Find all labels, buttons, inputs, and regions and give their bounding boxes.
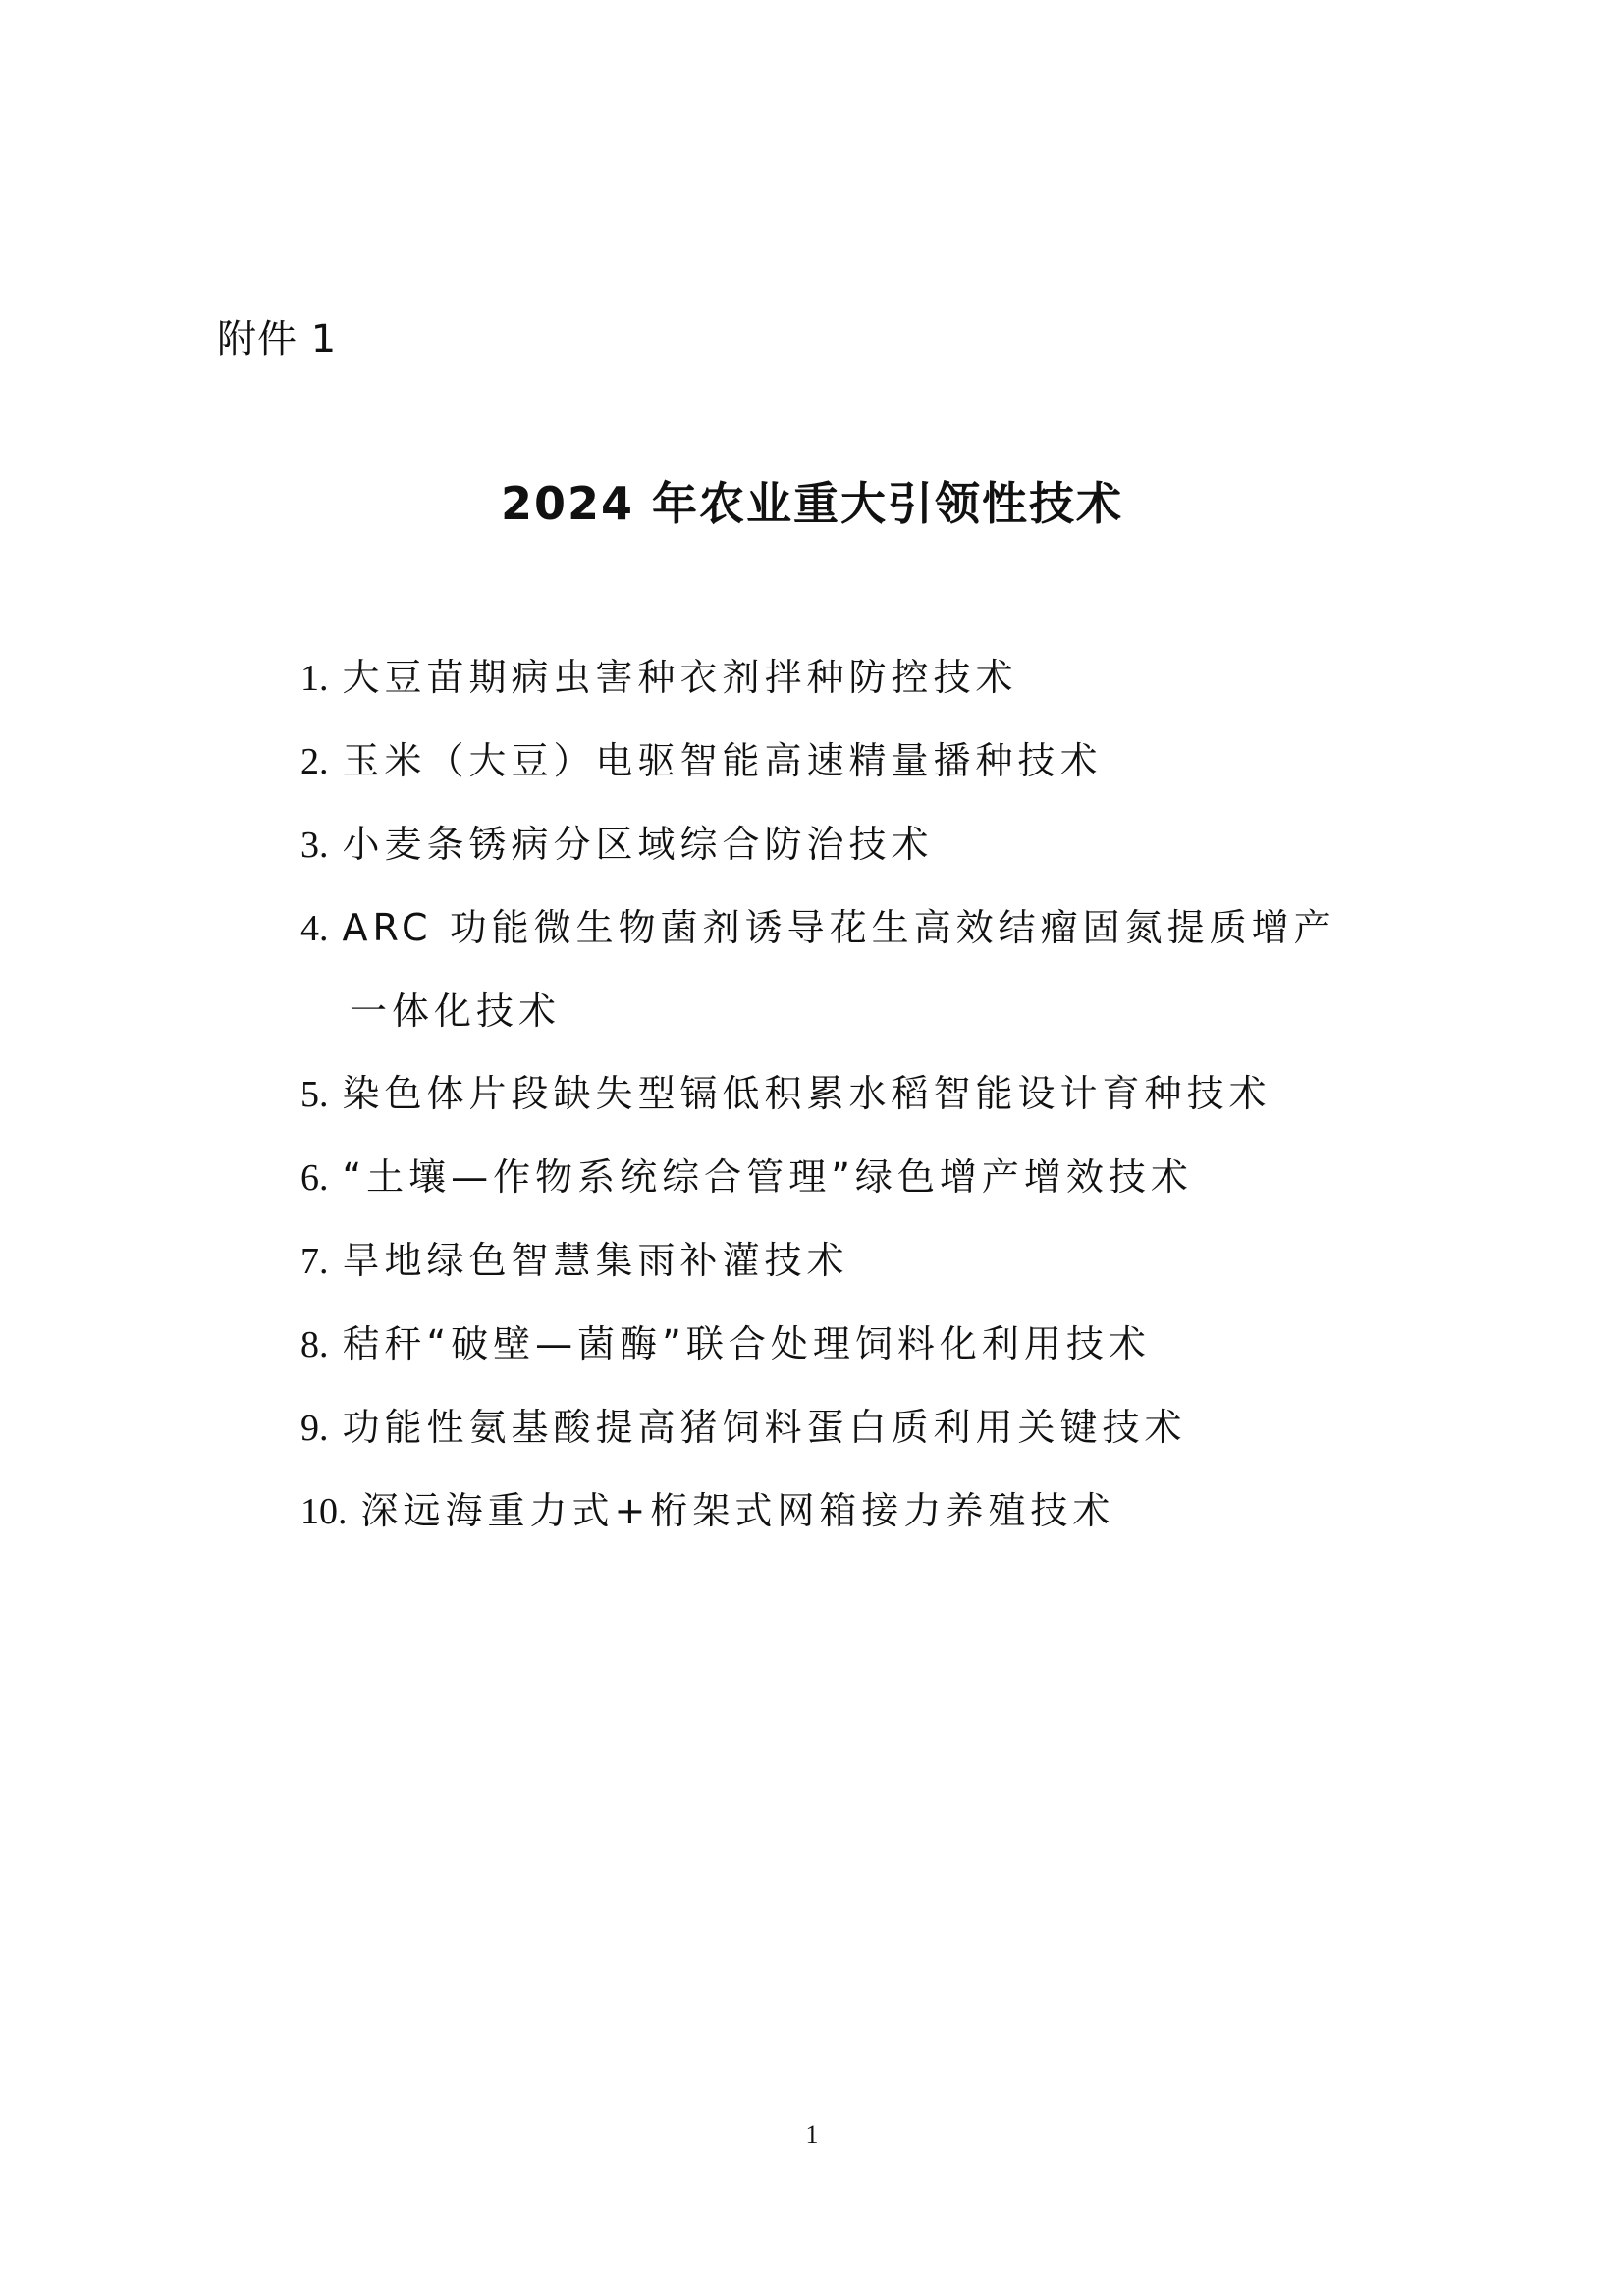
attachment-label: 附件 1 <box>217 317 338 362</box>
item-number: 3. <box>300 825 329 866</box>
item-number: 6. <box>300 1157 329 1199</box>
item-text-continuation: 一体化技术 <box>350 989 562 1033</box>
item-text: “土壤—作物系统综合管理”绿色增产增效技术 <box>342 1155 1193 1199</box>
list-item <box>300 886 1390 1052</box>
item-text: 染色体片段缺失型镉低积累水稻智能设计育种技术 <box>342 1072 1272 1115</box>
item-text: ARC 功能微生物菌剂诱导花生高效结瘤固氮提质增产 <box>342 906 1336 949</box>
item-number: 8. <box>300 1324 329 1365</box>
item-text: 玉米（大豆）电驱智能高速精量播种技术 <box>342 739 1103 782</box>
item-number: 9. <box>300 1408 329 1449</box>
list-item <box>300 803 1390 886</box>
list-item <box>300 1136 1390 1219</box>
technology-list <box>300 636 1390 1553</box>
item-text: 功能性氨基酸提高猪饲料蛋白质利用关键技术 <box>342 1406 1187 1449</box>
item-number: 1. <box>300 658 329 699</box>
item-text: 旱地绿色智慧集雨补灌技术 <box>342 1239 849 1282</box>
list-item <box>300 720 1390 803</box>
list-item <box>300 636 1390 720</box>
item-text: 深远海重力式+桁架式网箱接力养殖技术 <box>360 1489 1115 1532</box>
item-number: 5. <box>300 1074 329 1115</box>
item-number: 2. <box>300 741 329 782</box>
item-number: 10. <box>300 1491 348 1532</box>
item-text: 秸秆“破壁—菌酶”联合处理饲料化利用技术 <box>342 1322 1151 1365</box>
item-number: 4. <box>300 908 329 949</box>
list-item <box>300 1219 1390 1303</box>
list-item <box>300 1052 1390 1136</box>
page-title: 2024 年农业重大引领性技术 <box>500 477 1124 530</box>
item-text: 小麦条锈病分区域综合防治技术 <box>342 823 934 866</box>
item-number: 7. <box>300 1241 329 1282</box>
list-item <box>300 1469 1390 1553</box>
list-item <box>300 1303 1390 1386</box>
item-text: 大豆苗期病虫害种衣剂拌种防控技术 <box>342 656 1018 699</box>
page-number: 1 <box>805 2120 819 2149</box>
list-item <box>300 1386 1390 1469</box>
